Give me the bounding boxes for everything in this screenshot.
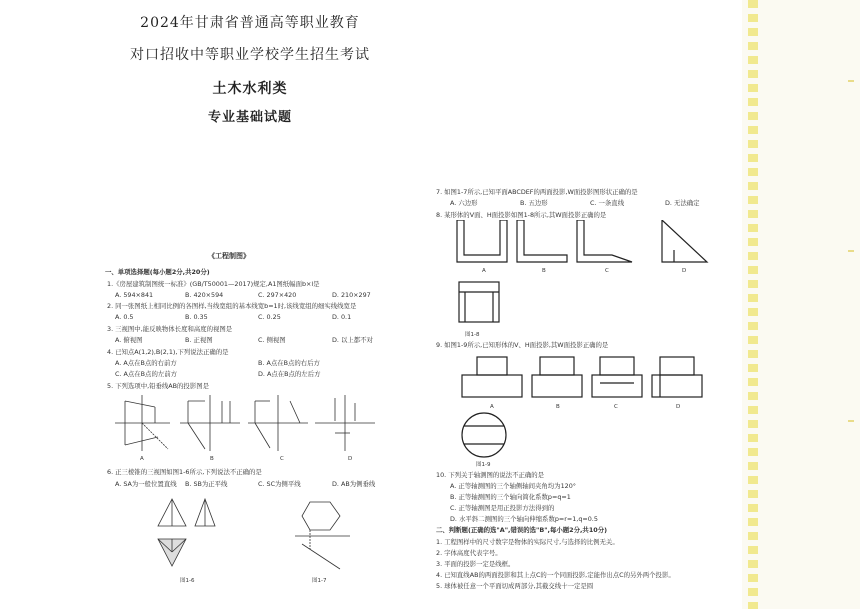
q9-option-figures xyxy=(460,353,720,401)
q1-text: 1.《房屋建筑制图统一标准》(GB/T50001—2017)规定,A1图纸幅面b×l是 xyxy=(107,280,320,288)
q1-opt-b: B. 420×594 xyxy=(185,291,224,299)
q9-figure-b xyxy=(532,357,582,397)
judge-3: 3. 平面的投影一定是线框。 xyxy=(436,560,515,568)
figure-1-6 xyxy=(150,494,230,574)
judge-1: 1. 工程图样中的尺寸数字是物体的实际尺寸,与选择的比例无关。 xyxy=(436,538,619,546)
q10-opt-b: B. 正等轴测图的三个轴向简化系数p=q=1 xyxy=(450,493,571,501)
header-line-2: 对口招收中等职业学校学生招生考试 xyxy=(130,47,370,63)
q1-opt-d: D. 210×297 xyxy=(332,291,371,299)
q1-opt-a: A. 594×841 xyxy=(115,291,154,299)
q9-text: 9. 如图1-9所示,已知形体的V、H面投影,其W面投影正确的是 xyxy=(436,341,609,349)
q3-text: 3. 三视图中,能反映物体长度和高度的视图是 xyxy=(107,325,233,333)
q5-label-b: B xyxy=(210,456,214,462)
q4-opt-a: A. A点在B点的右前方 xyxy=(115,359,177,367)
q6-opt-c: C. SC为侧平线 xyxy=(258,480,301,488)
q10-opt-a: A. 正等轴测图的三个轴侧轴间夹角均为120° xyxy=(450,482,576,490)
q2-opt-d: D. 0.1 xyxy=(332,313,352,321)
q5-label-a: A xyxy=(140,456,144,462)
q8-figure-d xyxy=(662,220,707,262)
q5-figure-b xyxy=(180,395,240,451)
q4-opt-d: D. A点在B点的左后方 xyxy=(258,370,321,378)
q7-opt-b: B. 五边形 xyxy=(520,199,548,207)
q8-option-figures xyxy=(452,220,722,266)
margin-tick xyxy=(848,250,854,252)
q9-label-a: A xyxy=(490,404,494,410)
q9-figure-a xyxy=(462,357,522,397)
q2-opt-b: B. 0.35 xyxy=(185,313,208,321)
q1-opt-c: C. 297×420 xyxy=(258,291,297,299)
fig-1-9-caption: 图1-9 xyxy=(476,462,491,468)
binding-dashes xyxy=(748,0,758,609)
q6-opt-d: D. AB为侧垂线 xyxy=(332,480,376,488)
judge-2: 2. 字体高度代表字号。 xyxy=(436,549,502,557)
q9-figure-c xyxy=(592,357,642,397)
q10-text: 10. 下列关于轴测图的说法不正确的是 xyxy=(436,471,545,479)
q4-opt-b: B. A点在B点的右后方 xyxy=(258,359,320,367)
q4-opt-c: C. A点在B点的左前方 xyxy=(115,370,178,378)
judge-5: 5. 球体被任意一个平面切成两部分,其截交线十一定是圆 xyxy=(436,582,594,590)
q5-text: 5. 下列选项中,铅垂线AB的投影图是 xyxy=(107,382,209,390)
header-line-1: 2024年甘肃省普通高等职业教育 xyxy=(140,15,360,31)
q8-label-c: C xyxy=(605,268,609,274)
q3-opt-a: A. 俯视图 xyxy=(115,336,143,344)
q5-figure-a xyxy=(115,395,170,451)
header-line-4: 专业基础试题 xyxy=(207,110,292,125)
q7-opt-d: D. 无法确定 xyxy=(665,199,700,207)
fig-1-8-caption: 图1-8 xyxy=(465,332,480,338)
q8-label-b: B xyxy=(542,268,546,274)
q10-opt-c: C. 正等轴测图是用正投影方法得到的 xyxy=(450,504,555,512)
margin-tick xyxy=(848,420,854,422)
q6-opt-a: A. SA为一般位置直线 xyxy=(115,480,177,488)
q2-text: 2. 同一张图纸上相同比例的各图样,当线宽组的基本线宽b=1时,该线宽组的细实线线宽是 xyxy=(107,302,357,310)
q3-opt-c: C. 侧视图 xyxy=(258,336,286,344)
q9-label-c: C xyxy=(614,404,618,410)
margin-strip xyxy=(742,0,860,609)
q8-label-a: A xyxy=(482,268,486,274)
part1-heading: 一、单项选择题(每小题2分,共20分) xyxy=(105,268,210,276)
q4-text: 4. 已知点A(1,2),B(2,1),下列说法正确的是 xyxy=(107,348,229,356)
figure-1-9 xyxy=(456,410,514,460)
q6-text: 6. 正三棱锥的三视图如图1-6所示,下列说法不正确的是 xyxy=(107,468,262,476)
q5-label-c: C xyxy=(280,456,284,462)
figure-1-8 xyxy=(455,278,505,328)
fig-1-7-caption: 图1-7 xyxy=(312,578,327,584)
header-line-3: 土木水利类 xyxy=(212,81,288,97)
q5-figure-c xyxy=(248,395,308,451)
q2-opt-a: A. 0.5 xyxy=(115,313,134,321)
q7-text: 7. 如图1-7所示,已知平面ABCDEF的两面投影,W面投影图形状正确的是 xyxy=(436,188,638,196)
judge-4: 4. 已知直线AB的两面投影和其上点C的一个同面投影,定能作出点C的另外两个投影。 xyxy=(436,571,675,579)
q8-label-d: D xyxy=(682,268,687,274)
section-title: 《工程制图》 xyxy=(208,252,250,260)
q6-opt-b: B. SB为正平线 xyxy=(185,480,228,488)
q3-opt-b: B. 正视图 xyxy=(185,336,213,344)
q7-opt-a: A. 六边形 xyxy=(450,199,478,207)
q10-opt-d: D. 水平斜二测图的三个轴向伸缩系数p=r=1,q=0.5 xyxy=(450,515,598,523)
q8-figure-c xyxy=(577,220,632,262)
q9-figure-d xyxy=(652,357,702,397)
q9-label-d: D xyxy=(676,404,681,410)
q8-text: 8. 某形体的V面、H面投影如图1-8所示,其W面投影正确的是 xyxy=(436,211,607,219)
fig-1-6-caption: 图1-6 xyxy=(180,578,195,584)
q5-diagrams xyxy=(110,393,410,453)
q5-label-d: D xyxy=(348,456,353,462)
q9-label-b: B xyxy=(556,404,560,410)
q3-opt-d: D. 以上都不对 xyxy=(332,336,373,344)
q7-opt-c: C. 一条直线 xyxy=(590,199,625,207)
q8-figure-a xyxy=(457,220,507,262)
q5-figure-d xyxy=(315,395,375,451)
q2-opt-c: C. 0.25 xyxy=(258,313,281,321)
q8-figure-b xyxy=(517,220,567,262)
margin-tick xyxy=(848,80,854,82)
part2-heading: 二、判断题(正确的选"A",错误的选"B",每小题2分,共10分) xyxy=(436,526,608,534)
figure-1-7 xyxy=(290,494,360,574)
